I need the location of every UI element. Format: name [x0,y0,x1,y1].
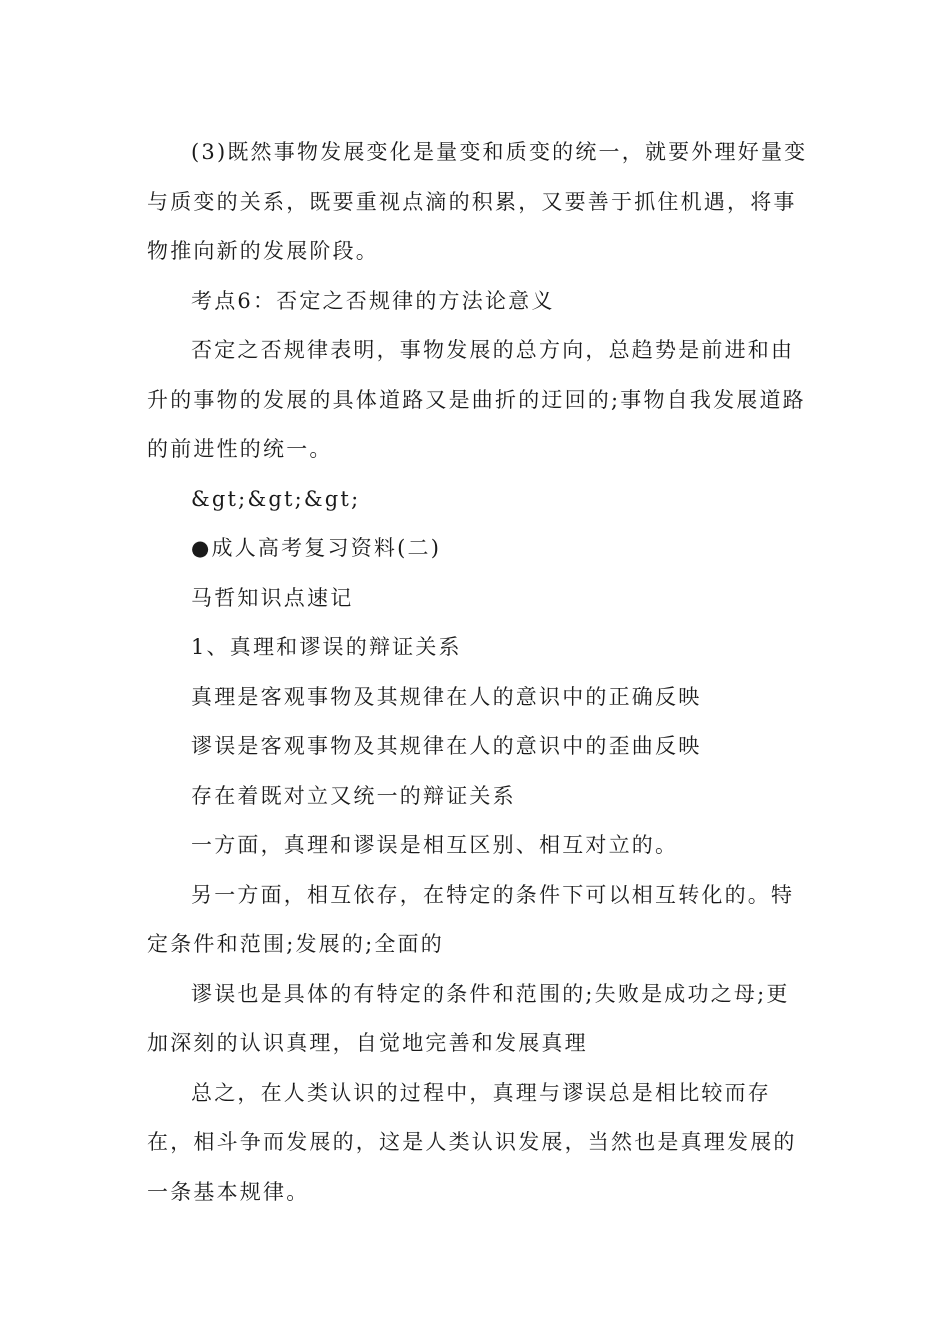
paragraph-negation-law: 否定之否规律表明，事物发展的总方向，总趋势是前进和由升的事物的发展的具体道路又是曲折的迂回的;事物自我发展道路的前进性的统一。 [147,338,806,461]
paragraph-error-definition: 谬误是客观事物及其规律在人的意识中的歪曲反映 [191,734,702,758]
paragraph-quantitative-qualitative: (3)既然事物发展变化是量变和质变的统一，就要外理好量变与质变的关系，既要重视点滴的积累，又要善于抓住机遇，将事物推向新的发展阶段。 [147,140,808,263]
paragraph-truth-definition: 真理是客观事物及其规律在人的意识中的正确反映 [191,684,702,709]
heading-truth-error: 1、真理和谬误的辩证关系 [191,635,462,659]
paragraph-conclusion: 总之，在人类认识的过程中，真理与谬误总是相比较而存在，相斗争而发展的，这是人类认识发展，当然也是真理发展的一条基本规律。 [147,1080,797,1204]
document-body [147,128,811,1217]
paragraph-error-conditions: 谬误也是具体的有特定的条件和范围的;失败是成功之母;更加深刻的认识真理，自觉地完善和发展真理 [147,981,790,1055]
paragraph-dialectical-relation: 存在着既对立又统一的辩证关系 [191,783,516,808]
section-subtitle-quick-notes: 马哲知识点速记 [191,585,354,610]
paragraph-on-one-hand: 一方面，真理和谬误是相互区别、相互对立的。 [191,833,679,857]
paragraph-on-other-hand: 另一方面，相互依存，在特定的条件下可以相互转化的。特定条件和范围;发展的;全面的 [147,882,795,956]
separator-text: &gt;&gt;&gt; [191,486,361,511]
heading-point-6: 考点6：否定之否规律的方法论意义 [191,288,555,313]
section-title-review-materials: ●成人高考复习资料(二) [191,536,442,560]
